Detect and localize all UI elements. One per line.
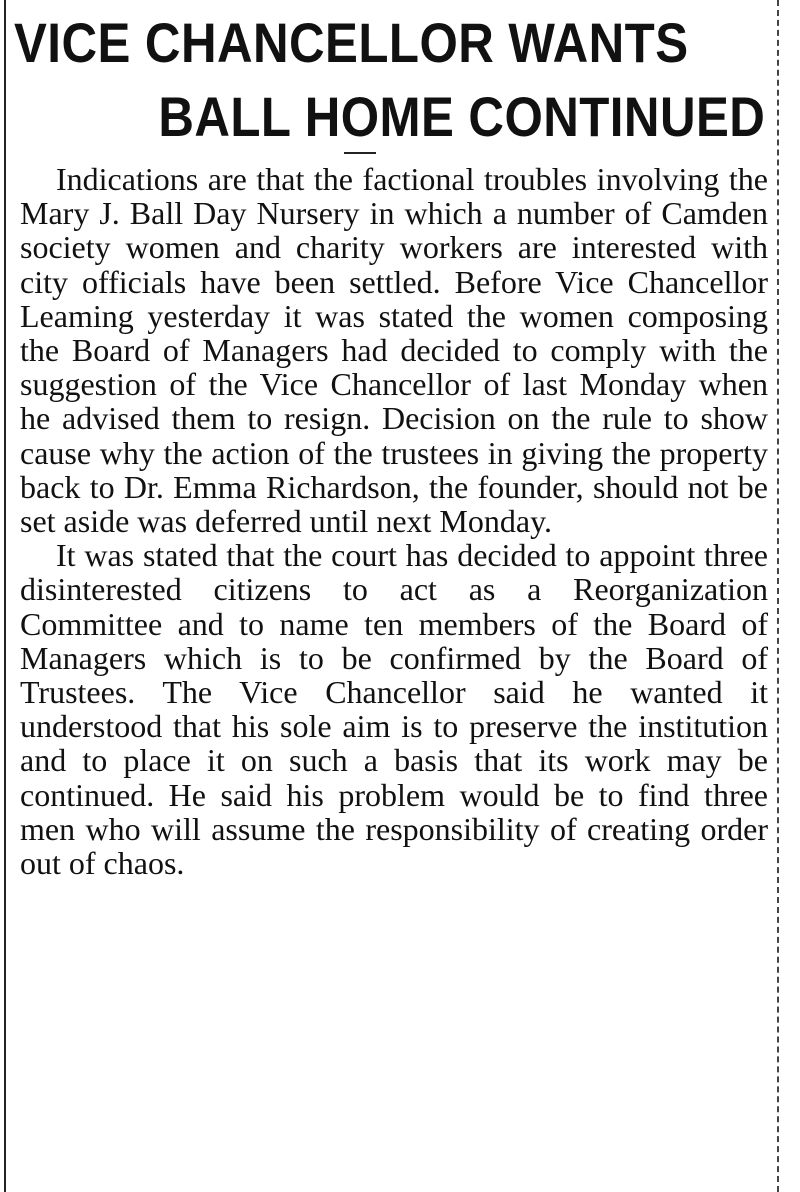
article-body [20, 162, 768, 880]
column-rule-left [4, 0, 6, 1192]
headline [14, 6, 766, 154]
article-paragraph-2: It was stated that the court has decided to appoint three disinterested citizens to act as a Reorganization Committee and to name ten members of the Board of Managers which is to be confirmed by the Board of Trustees. The Vice Chancellor said he wanted it understood that his sole aim is to preserve the institution and to place it on such a basis that its work may be continued. He said his problem would be to find three men who will assume the responsibility of creating order out of chaos. [20, 537, 768, 882]
column-rule-right [777, 0, 779, 1192]
article-paragraph-1: Indications are that the factional troubles involving the Mary J. Ball Day Nursery in which a number of Camden society women and charity workers are interested with city officials have been settled. Before Vice Chancellor Leaming yesterday it was stated the women composing the Board of Managers had decided to comply with the suggestion of the Vice Chancellor of last Monday when he advised them to resign. Decision on the rule to show cause why the action of the trustees in giving the property back to Dr. Emma Richardson, the founder, should not be set aside was deferred until next Monday. [20, 161, 768, 540]
headline-line-2: BALL HOME CONTINUED [158, 85, 766, 148]
headline-separator-dash [344, 152, 376, 154]
headline-line-1: VICE CHANCELLOR WANTS [14, 11, 689, 74]
